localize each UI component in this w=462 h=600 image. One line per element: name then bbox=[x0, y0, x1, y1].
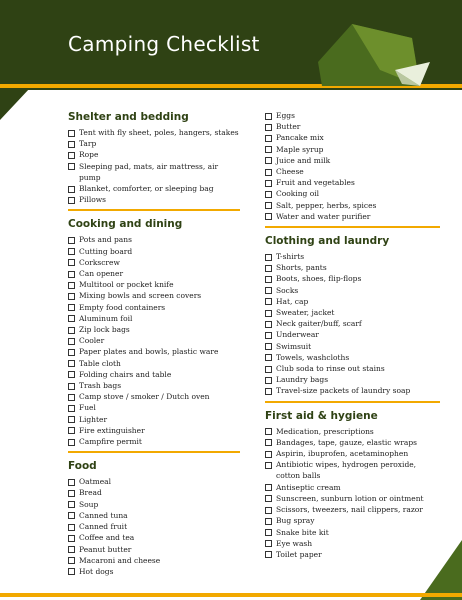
item-label: Pots and pans bbox=[79, 235, 132, 245]
item-label: Aspirin, ibuprofen, acetaminophen bbox=[276, 449, 409, 459]
item-label: Antibiotic wipes, hydrogen peroxide, cotton balls bbox=[276, 460, 417, 481]
item-label: Club soda to rinse out stains bbox=[276, 364, 385, 374]
item-label: Campfire permit bbox=[79, 437, 142, 447]
item-label: Eggs bbox=[276, 111, 295, 120]
item-label: Lighter bbox=[79, 414, 108, 424]
item-label: Peanut butter bbox=[79, 544, 132, 554]
item-label: Eye wash bbox=[276, 538, 313, 548]
item-label: Laundry bags bbox=[276, 375, 329, 385]
item-label: Cheese bbox=[276, 167, 304, 177]
item-label: Aluminum foil bbox=[79, 313, 133, 323]
item-label: Pillows bbox=[79, 195, 107, 205]
item-label: Multitool or pocket knife bbox=[79, 280, 174, 290]
item-label: Tent with fly sheet, poles, hangers, stakes bbox=[79, 128, 239, 137]
item-label: Corkscrew bbox=[79, 257, 120, 267]
item-label: Cooking oil bbox=[276, 189, 320, 199]
item-label: Can opener bbox=[79, 269, 124, 279]
item-label: Sweater, jacket bbox=[276, 308, 335, 318]
item-label: Butter bbox=[276, 122, 301, 132]
item-label: Coffee and tea bbox=[79, 533, 135, 543]
item-label: Canned fruit bbox=[79, 522, 128, 532]
item-label: Pancake mix bbox=[276, 133, 324, 143]
item-label: Soup bbox=[79, 499, 99, 509]
item-label: Tarp bbox=[79, 139, 97, 149]
item-label: Salt, pepper, herbs, spices bbox=[276, 200, 377, 210]
item-label: Hot dogs bbox=[79, 566, 114, 576]
item-label: Cooler bbox=[79, 336, 105, 346]
item-label: Table cloth bbox=[79, 358, 121, 368]
section-heading: Cooking and dining bbox=[68, 218, 183, 231]
section-heading: Shelter and bedding bbox=[68, 111, 189, 123]
item-label: Sleeping pad, mats, air mattress, air pump bbox=[79, 161, 219, 182]
item-label: Water and water purifier bbox=[276, 211, 371, 221]
item-label: Juice and milk bbox=[276, 155, 331, 165]
item-label: Cutting board bbox=[79, 246, 133, 256]
item-label: Empty food containers bbox=[79, 302, 166, 312]
item-label: Sunscreen, sunburn lotion or ointment bbox=[276, 493, 424, 503]
item-label: Toilet paper bbox=[276, 549, 322, 559]
section-heading: First aid & hygiene bbox=[265, 409, 378, 422]
item-label: Swimsuit bbox=[276, 341, 312, 351]
item-label: Oatmeal bbox=[79, 477, 112, 487]
item-label: Fruit and vegetables bbox=[276, 178, 355, 188]
item-label: Zip lock bags bbox=[79, 325, 130, 335]
item-label: Paper plates and bowls, plastic ware bbox=[79, 347, 219, 357]
item-label: Scissors, tweezers, nail clippers, razor bbox=[276, 505, 423, 515]
item-label: Fire extinguisher bbox=[79, 425, 145, 435]
item-label: T-shirts bbox=[276, 252, 305, 262]
item-label: Canned tuna bbox=[79, 510, 128, 520]
item-label: Mixing bowls and screen covers bbox=[79, 291, 202, 301]
item-label: Bread bbox=[79, 488, 102, 498]
item-label: Travel-size packets of laundry soap bbox=[276, 386, 411, 396]
item-label: Maple syrup bbox=[276, 144, 324, 154]
item-label: Bug spray bbox=[276, 516, 315, 526]
page-title: Camping Checklist bbox=[68, 32, 260, 56]
item-label: Snake bite kit bbox=[276, 527, 329, 537]
item-label: Shorts, pants bbox=[276, 263, 327, 273]
item-label: Neck gaiter/buff, scarf bbox=[276, 319, 362, 329]
section-heading: Clothing and laundry bbox=[265, 235, 390, 248]
item-label: Rope bbox=[79, 150, 99, 160]
item-label: Socks bbox=[276, 285, 299, 295]
section-heading: Food bbox=[68, 460, 97, 473]
item-label: Towels, washcloths bbox=[276, 352, 350, 362]
item-label: Folding chairs and table bbox=[79, 369, 172, 379]
item-label: Boots, shoes, flip-flops bbox=[276, 274, 362, 284]
item-label: Medication, prescriptions bbox=[276, 426, 374, 436]
item-label: Hat, cap bbox=[276, 296, 309, 306]
item-label: Underwear bbox=[276, 330, 319, 340]
item-label: Bandages, tape, gauze, elastic wraps bbox=[276, 437, 417, 447]
item-label: Blanket, comforter, or sleeping bag bbox=[79, 184, 214, 194]
item-label: Macaroni and cheese bbox=[79, 555, 161, 565]
item-label: Antiseptic cream bbox=[276, 482, 341, 492]
item-label: Fuel bbox=[79, 403, 96, 413]
item-label: Camp stove / smoker / Dutch oven bbox=[79, 392, 210, 402]
item-label: Trash bags bbox=[79, 381, 122, 391]
footer-accent-stripe bbox=[0, 593, 462, 597]
